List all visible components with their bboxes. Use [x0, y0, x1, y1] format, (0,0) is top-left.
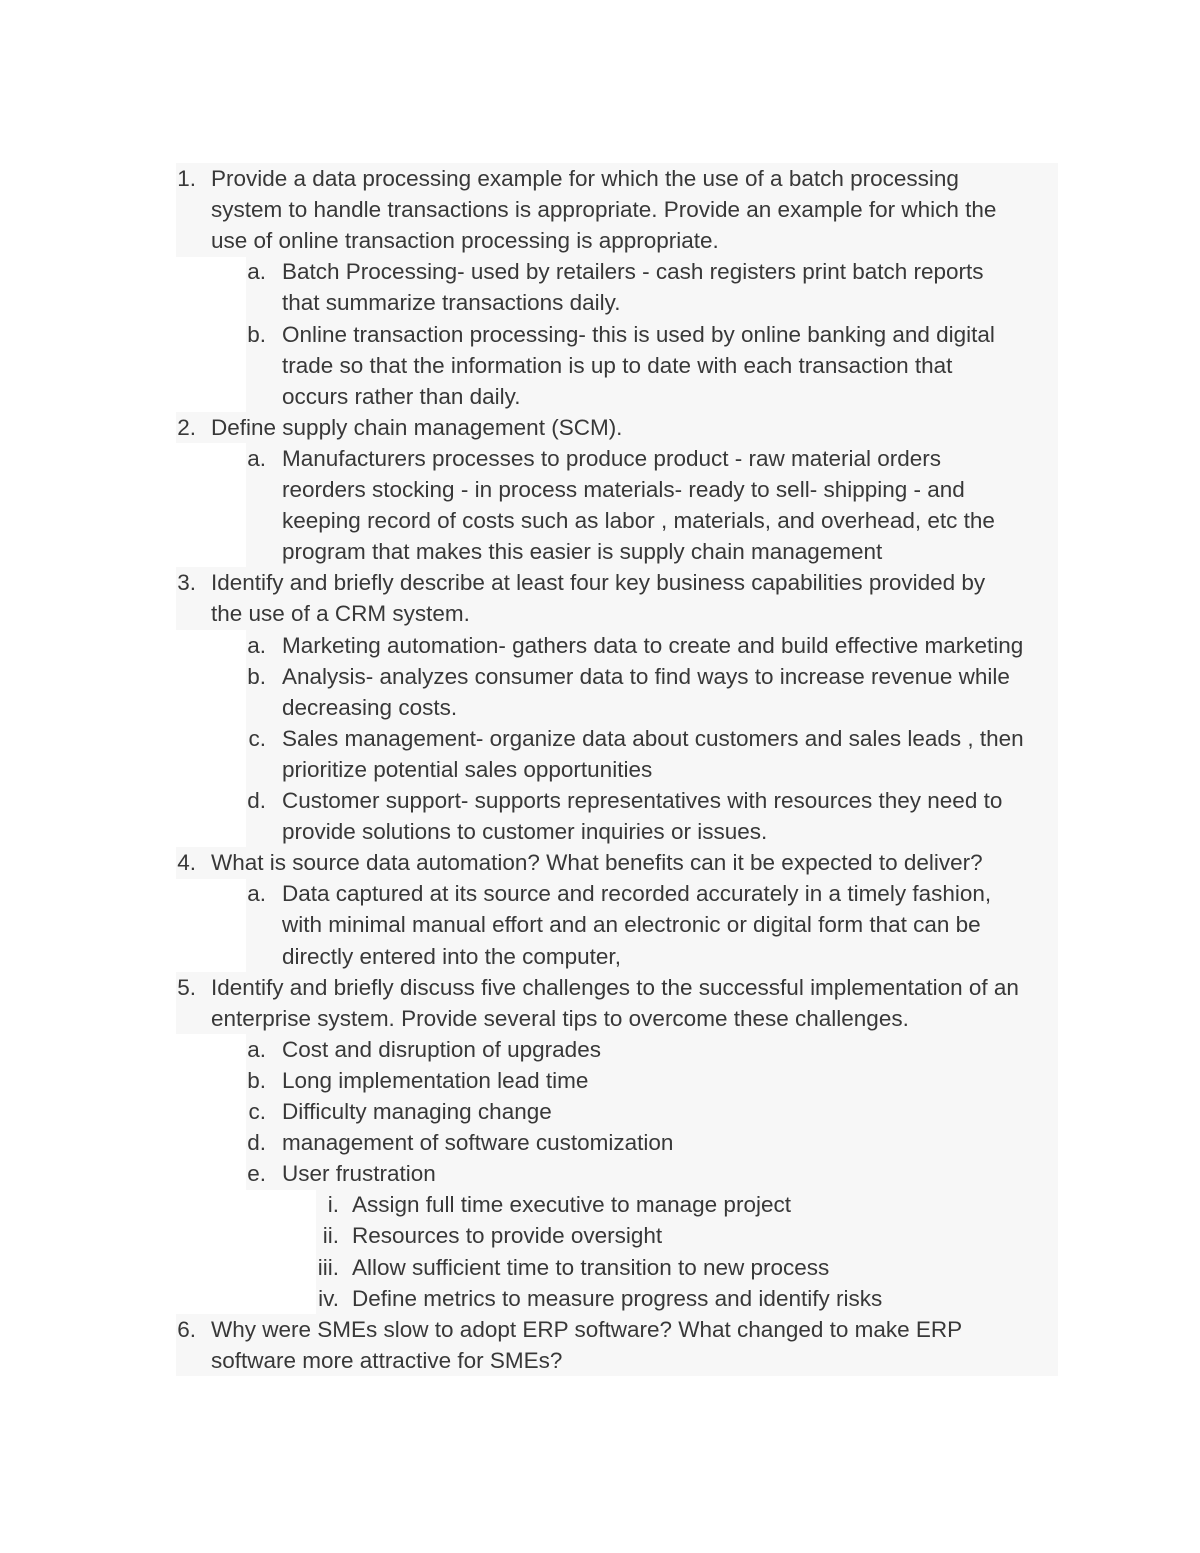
question-text-line: Define supply chain management (SCM). [211, 414, 623, 440]
answer-letter: a. [247, 881, 266, 907]
question-text-line: enterprise system. Provide several tips to overcome these challenges. [211, 1005, 909, 1031]
answer-letter: a. [247, 1036, 266, 1062]
answer-text-line: User frustration [282, 1161, 436, 1187]
answer-text-line: that summarize transactions daily. [282, 290, 621, 316]
answer-text-line: keeping record of costs such as labor , materials, and overhead, etc the [282, 508, 995, 534]
answer-letter: a. [247, 445, 266, 471]
tip-text-line: Resources to provide oversight [352, 1223, 663, 1249]
answer-text-line: program that makes this easier is supply chain management [282, 539, 883, 565]
question-text-line: software more attractive for SMEs? [211, 1347, 563, 1373]
question-text-line: use of online transaction processing is appropriate. [211, 228, 719, 254]
answer-text-line: Cost and disruption of upgrades [282, 1036, 601, 1062]
question-number: 4. [177, 850, 196, 876]
tip-numeral: i. [327, 1192, 339, 1218]
answer-text-line: Difficulty managing change [282, 1099, 552, 1124]
answer-letter: c. [248, 725, 266, 751]
answer-letter: e. [247, 1161, 266, 1187]
question-number: 5. [177, 974, 196, 1000]
tip-text-line: Define metrics to measure progress and identify risks [352, 1285, 883, 1311]
answer-letter: b. [247, 663, 266, 689]
answer-text-line: prioritize potential sales opportunities [282, 756, 653, 782]
answer-text-line: Long implementation lead time [282, 1067, 589, 1093]
question-text-line: Identify and briefly describe at least four key business capabilities provided by [211, 570, 986, 596]
tip-numeral: iv. [318, 1285, 339, 1311]
answer-text-line: directly entered into the computer, [282, 943, 621, 969]
answer-text-line: Analysis- analyzes consumer data to find ways to increase revenue while [282, 663, 1010, 689]
answer-text-line: provide solutions to customer inquiries or issues. [282, 819, 768, 845]
question-number: 1. [177, 166, 196, 191]
question-number: 3. [177, 570, 196, 596]
question-number: 2. [177, 414, 196, 440]
answer-text-line: Online transaction processing- this is used by online banking and digital [282, 321, 995, 347]
answer-letter: d. [247, 788, 266, 813]
tip-numeral: iii. [317, 1254, 339, 1280]
answer-text-line: Manufacturers processes to produce product - raw material orders [282, 445, 942, 471]
answer-letter: b. [247, 1067, 266, 1093]
question-text-line: What is source data automation? What benefits can it be expected to deliver? [211, 850, 983, 876]
answer-text-line: management of software customization [282, 1130, 674, 1156]
question-number: 6. [177, 1316, 196, 1342]
answer-text-line: with minimal manual effort and an electronic or digital form that can be [282, 912, 981, 938]
answer-text-line: Customer support- supports representatives with resources they need to [282, 788, 1003, 813]
answer-letter: c. [248, 1099, 266, 1124]
tip-text-line: Allow sufficient time to transition to new process [352, 1254, 830, 1280]
answer-text-line: trade so that the information is up to date with each transaction that [282, 352, 953, 378]
answer-letter: b. [247, 321, 266, 347]
answer-text-line: Batch Processing- used by retailers - cash registers print batch reports [282, 259, 984, 285]
question-text-line: Provide a data processing example for which the use of a batch processing [211, 166, 959, 191]
answer-letter: d. [247, 1130, 266, 1156]
answer-letter: a. [247, 632, 266, 658]
answer-text-line: occurs rather than daily. [282, 383, 521, 409]
answer-text-line: Sales management- organize data about customers and sales leads , then [282, 725, 1024, 751]
question-text-line: the use of a CRM system. [211, 601, 470, 627]
question-text-line: Identify and briefly discuss five challenges to the successful implementation of an [211, 974, 1019, 1000]
question-text-line: system to handle transactions is appropriate. Provide an example for which the [211, 197, 997, 223]
answer-text-line: Marketing automation- gathers data to create and build effective marketing [282, 632, 1024, 658]
tip-numeral: ii. [322, 1223, 339, 1249]
answer-text-line: reorders stocking - in process materials- ready to sell- shipping - and [282, 477, 965, 502]
answer-text-line: decreasing costs. [282, 694, 458, 720]
question-text-line: Why were SMEs slow to adopt ERP software? What changed to make ERP [211, 1316, 963, 1342]
answer-letter: a. [247, 259, 266, 285]
tip-text-line: Assign full time executive to manage project [352, 1192, 791, 1218]
answer-text-line: Data captured at its source and recorded accurately in a timely fashion, [282, 881, 992, 907]
